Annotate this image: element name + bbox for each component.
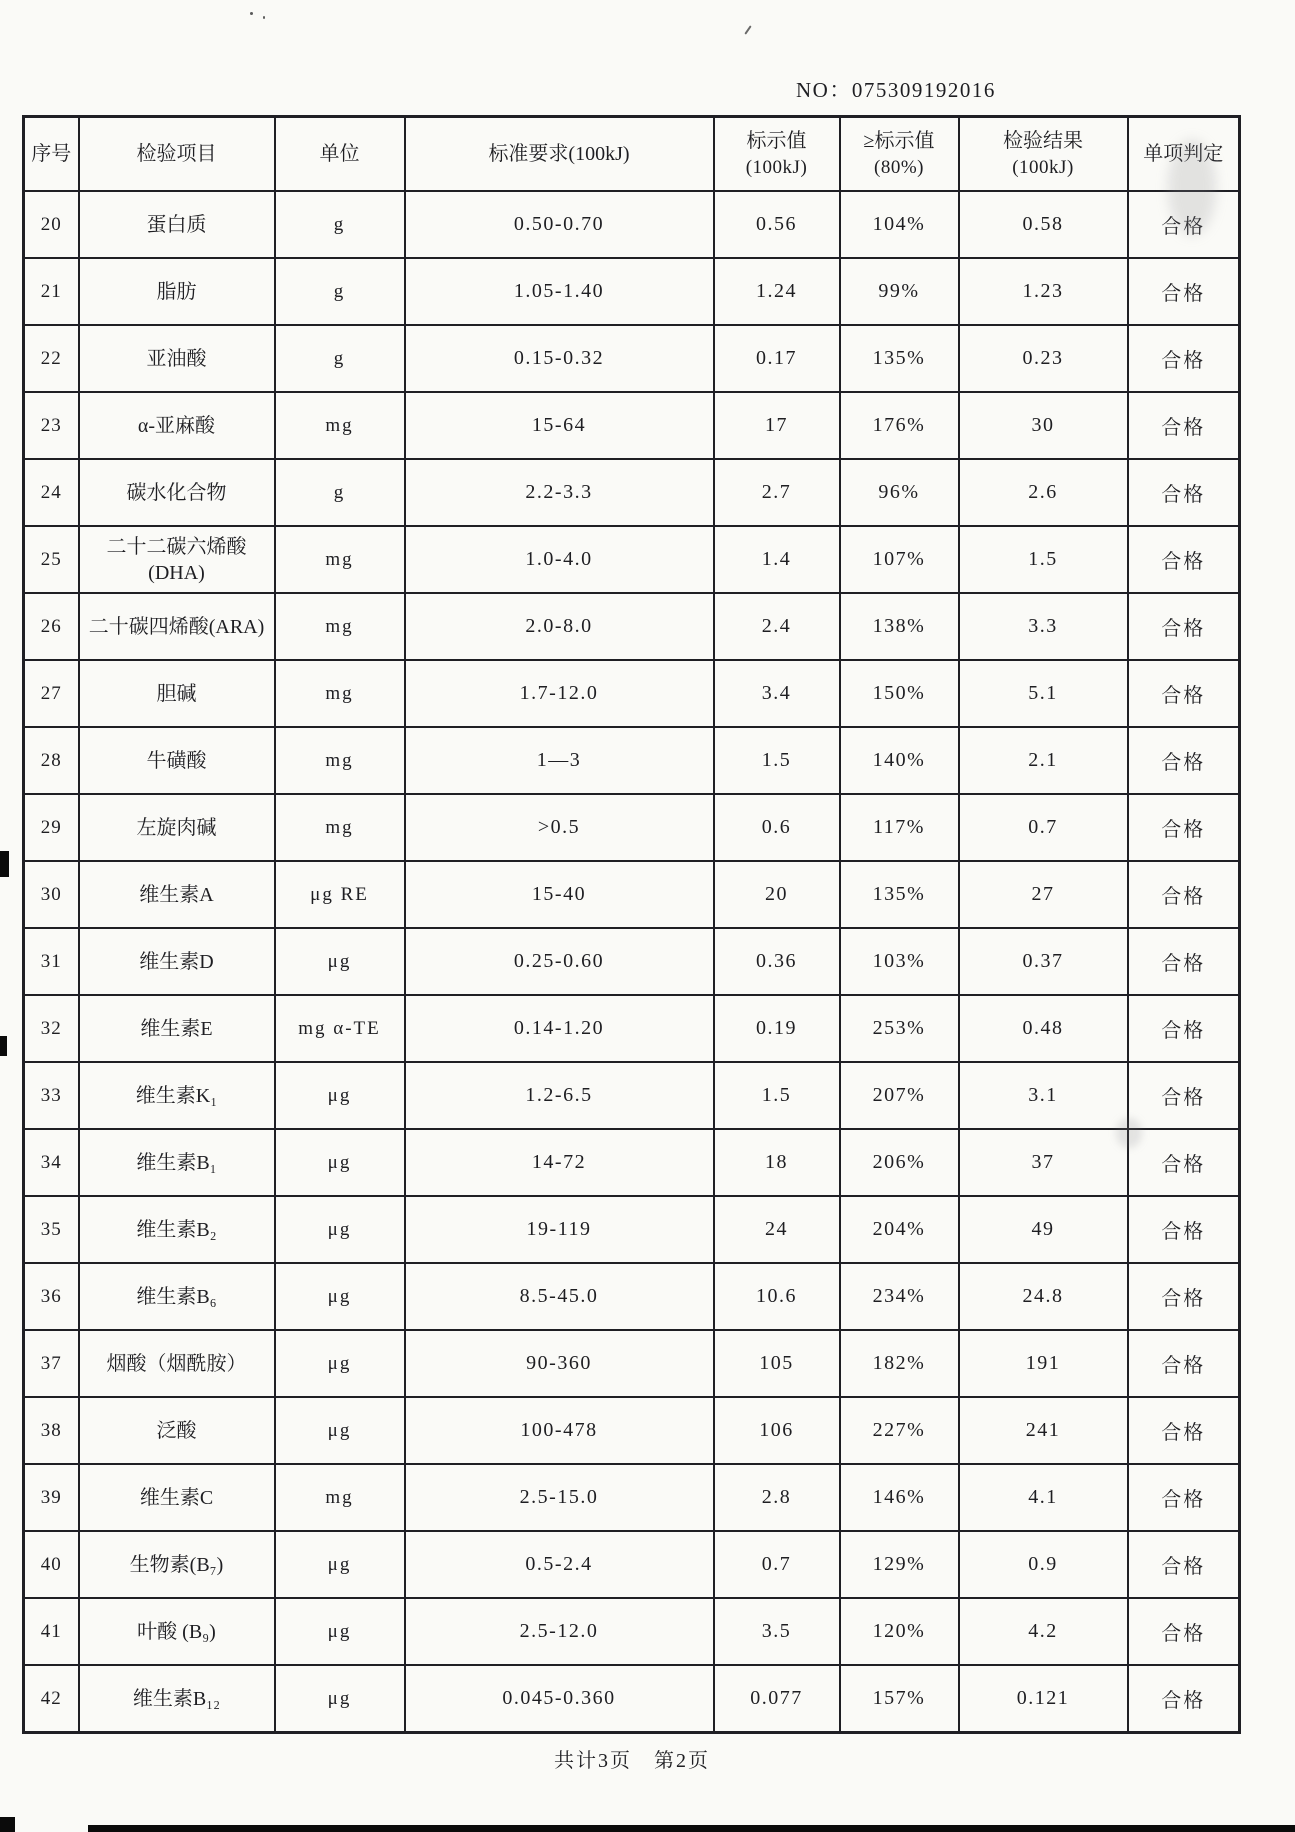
cell-ratio: 138% xyxy=(840,593,959,660)
cell-labeled-value: 0.36 xyxy=(714,928,840,995)
cell-standard-requirement: 2.2-3.3 xyxy=(405,459,714,526)
cell-judgment: 合格 xyxy=(1128,258,1240,325)
cell-test-item xyxy=(79,995,275,1062)
cell-labeled-value: 0.077 xyxy=(714,1665,840,1733)
cell-unit: mg α-TE xyxy=(275,995,405,1062)
cell-ratio: 146% xyxy=(840,1464,959,1531)
cell-standard-requirement: >0.5 xyxy=(405,794,714,861)
test-item-line1: 维生素C xyxy=(139,1486,214,1509)
header-label: 标示值 xyxy=(746,129,807,152)
cell-test-item xyxy=(79,526,275,593)
test-item-line1: 烟酸（烟酰胺） xyxy=(106,1352,247,1375)
cell-test-item xyxy=(79,593,275,660)
cell-ratio: 140% xyxy=(840,727,959,794)
cell-test-result: 241 xyxy=(959,1397,1128,1464)
cell-seq-no: 39 xyxy=(24,1464,79,1531)
cell-standard-requirement: 1—3 xyxy=(405,727,714,794)
table-row xyxy=(24,593,1240,660)
header-labeled-value xyxy=(714,117,840,192)
cell-judgment: 合格 xyxy=(1128,1196,1240,1263)
cell-seq-no: 34 xyxy=(24,1129,79,1196)
cell-test-item xyxy=(79,1531,275,1598)
cell-test-item xyxy=(79,928,275,995)
table-row xyxy=(24,1330,1240,1397)
cell-unit: μg xyxy=(275,1062,405,1129)
table-row xyxy=(24,1263,1240,1330)
cell-unit: μg RE xyxy=(275,861,405,928)
cell-labeled-value: 2.4 xyxy=(714,593,840,660)
cell-test-result: 1.5 xyxy=(959,526,1128,593)
cell-seq-no: 37 xyxy=(24,1330,79,1397)
cell-test-result: 0.58 xyxy=(959,191,1128,258)
scan-speck-2 xyxy=(263,16,265,19)
cell-unit: mg xyxy=(275,392,405,459)
scan-smudge-mid xyxy=(1116,1118,1142,1148)
cell-unit: μg xyxy=(275,928,405,995)
cell-labeled-value: 1.5 xyxy=(714,727,840,794)
cell-test-result: 0.9 xyxy=(959,1531,1128,1598)
cell-labeled-value: 1.24 xyxy=(714,258,840,325)
cell-seq-no: 25 xyxy=(24,526,79,593)
cell-test-result: 2.1 xyxy=(959,727,1128,794)
scan-artifact-bottom-bar xyxy=(88,1825,1295,1832)
cell-unit: mg xyxy=(275,1464,405,1531)
cell-labeled-value: 10.6 xyxy=(714,1263,840,1330)
cell-ratio: 227% xyxy=(840,1397,959,1464)
table-row xyxy=(24,1464,1240,1531)
cell-ratio: 206% xyxy=(840,1129,959,1196)
cell-test-result: 4.2 xyxy=(959,1598,1128,1665)
table-row xyxy=(24,1665,1240,1733)
cell-seq-no: 30 xyxy=(24,861,79,928)
table-row xyxy=(24,1397,1240,1464)
cell-seq-no: 36 xyxy=(24,1263,79,1330)
cell-test-result: 0.7 xyxy=(959,794,1128,861)
table-row xyxy=(24,727,1240,794)
cell-seq-no: 24 xyxy=(24,459,79,526)
cell-labeled-value: 3.5 xyxy=(714,1598,840,1665)
cell-unit: mg xyxy=(275,794,405,861)
cell-standard-requirement: 1.05-1.40 xyxy=(405,258,714,325)
cell-seq-no: 42 xyxy=(24,1665,79,1733)
cell-standard-requirement: 100-478 xyxy=(405,1397,714,1464)
cell-labeled-value: 17 xyxy=(714,392,840,459)
cell-ratio: 150% xyxy=(840,660,959,727)
cell-ratio: 120% xyxy=(840,1598,959,1665)
table-row xyxy=(24,1129,1240,1196)
cell-ratio: 103% xyxy=(840,928,959,995)
cell-unit: μg xyxy=(275,1330,405,1397)
cell-labeled-value: 0.56 xyxy=(714,191,840,258)
table-body xyxy=(24,191,1240,1733)
test-item-line1: 胆碱 xyxy=(156,682,197,705)
test-item-line1: 亚油酸 xyxy=(146,347,207,370)
cell-ratio: 204% xyxy=(840,1196,959,1263)
header-row xyxy=(24,117,1240,192)
cell-test-item xyxy=(79,1062,275,1129)
table-row xyxy=(24,1062,1240,1129)
header-sublabel: (80%) xyxy=(874,156,924,178)
cell-labeled-value: 0.17 xyxy=(714,325,840,392)
cell-seq-no: 31 xyxy=(24,928,79,995)
cell-labeled-value: 105 xyxy=(714,1330,840,1397)
test-item-line1: 生物素(B₇) xyxy=(129,1553,224,1576)
header-label: 序号 xyxy=(31,142,72,165)
test-item-line1: 左旋肉碱 xyxy=(136,816,217,839)
test-item-line2: (DHA) xyxy=(148,561,205,584)
cell-standard-requirement: 2.5-15.0 xyxy=(405,1464,714,1531)
cell-judgment: 合格 xyxy=(1128,1464,1240,1531)
cell-labeled-value: 0.19 xyxy=(714,995,840,1062)
table-row xyxy=(24,861,1240,928)
header-seq-no xyxy=(24,117,79,192)
cell-ratio: 135% xyxy=(840,325,959,392)
cell-labeled-value: 1.5 xyxy=(714,1062,840,1129)
cell-labeled-value: 2.7 xyxy=(714,459,840,526)
cell-ratio: 157% xyxy=(840,1665,959,1733)
cell-judgment: 合格 xyxy=(1128,392,1240,459)
cell-judgment: 合格 xyxy=(1128,325,1240,392)
cell-judgment: 合格 xyxy=(1128,1665,1240,1733)
cell-standard-requirement: 0.15-0.32 xyxy=(405,325,714,392)
cell-seq-no: 26 xyxy=(24,593,79,660)
cell-unit: g xyxy=(275,191,405,258)
cell-unit: μg xyxy=(275,1531,405,1598)
cell-seq-no: 33 xyxy=(24,1062,79,1129)
cell-judgment: 合格 xyxy=(1128,660,1240,727)
cell-seq-no: 21 xyxy=(24,258,79,325)
cell-unit: g xyxy=(275,325,405,392)
cell-test-item xyxy=(79,1129,275,1196)
table-row xyxy=(24,995,1240,1062)
table-row xyxy=(24,526,1240,593)
cell-test-result: 191 xyxy=(959,1330,1128,1397)
scan-speck-3 xyxy=(744,25,751,34)
test-item-line1: 维生素B₆ xyxy=(136,1285,217,1308)
cell-standard-requirement: 0.25-0.60 xyxy=(405,928,714,995)
cell-test-result: 0.121 xyxy=(959,1665,1128,1733)
header-label: 检验结果 xyxy=(1003,129,1083,152)
cell-seq-no: 35 xyxy=(24,1196,79,1263)
cell-judgment: 合格 xyxy=(1128,526,1240,593)
test-item-line1: 维生素D xyxy=(139,950,214,973)
scan-smudge-header xyxy=(1168,140,1216,235)
cell-labeled-value: 3.4 xyxy=(714,660,840,727)
cell-unit: mg xyxy=(275,660,405,727)
cell-ratio: 129% xyxy=(840,1531,959,1598)
cell-seq-no: 41 xyxy=(24,1598,79,1665)
cell-seq-no: 23 xyxy=(24,392,79,459)
cell-judgment: 合格 xyxy=(1128,1062,1240,1129)
header-test-item xyxy=(79,117,275,192)
cell-standard-requirement: 14-72 xyxy=(405,1129,714,1196)
cell-seq-no: 28 xyxy=(24,727,79,794)
cell-test-result: 2.6 xyxy=(959,459,1128,526)
cell-test-result: 30 xyxy=(959,392,1128,459)
test-item-line1: 泛酸 xyxy=(156,1419,197,1442)
cell-test-item xyxy=(79,1464,275,1531)
cell-test-result: 37 xyxy=(959,1129,1128,1196)
table-header xyxy=(24,117,1240,192)
cell-unit: μg xyxy=(275,1598,405,1665)
test-item-line1: 维生素A xyxy=(139,883,214,906)
cell-test-item xyxy=(79,727,275,794)
header-sublabel: (100kJ) xyxy=(745,156,808,178)
cell-standard-requirement: 0.14-1.20 xyxy=(405,995,714,1062)
cell-unit: mg xyxy=(275,593,405,660)
cell-unit: mg xyxy=(275,526,405,593)
cell-ratio: 182% xyxy=(840,1330,959,1397)
test-item-line1: 叶酸 (B₉) xyxy=(137,1620,216,1643)
cell-ratio: 96% xyxy=(840,459,959,526)
test-item-line1: 碳水化合物 xyxy=(126,481,227,504)
table-row xyxy=(24,191,1240,258)
cell-ratio: 253% xyxy=(840,995,959,1062)
cell-labeled-value: 1.4 xyxy=(714,526,840,593)
cell-test-item xyxy=(79,459,275,526)
cell-test-result: 3.3 xyxy=(959,593,1128,660)
cell-seq-no: 40 xyxy=(24,1531,79,1598)
page-footer: 共计3页 第2页 xyxy=(554,1750,710,1772)
cell-test-result: 0.23 xyxy=(959,325,1128,392)
cell-unit: μg xyxy=(275,1196,405,1263)
table-row xyxy=(24,1598,1240,1665)
cell-unit: mg xyxy=(275,727,405,794)
header-unit xyxy=(275,117,405,192)
cell-labeled-value: 2.8 xyxy=(714,1464,840,1531)
cell-judgment: 合格 xyxy=(1128,928,1240,995)
cell-standard-requirement: 1.2-6.5 xyxy=(405,1062,714,1129)
cell-ratio: 176% xyxy=(840,392,959,459)
table-row xyxy=(24,392,1240,459)
header-label: 标准要求(100kJ) xyxy=(488,142,630,165)
cell-ratio: 135% xyxy=(840,861,959,928)
test-item-line1: α-亚麻酸 xyxy=(137,414,216,437)
cell-ratio: 234% xyxy=(840,1263,959,1330)
cell-test-result: 3.1 xyxy=(959,1062,1128,1129)
cell-labeled-value: 106 xyxy=(714,1397,840,1464)
test-item-line1: 牛磺酸 xyxy=(146,749,207,772)
cell-unit: μg xyxy=(275,1263,405,1330)
cell-test-result: 4.1 xyxy=(959,1464,1128,1531)
cell-test-item xyxy=(79,258,275,325)
cell-test-item xyxy=(79,861,275,928)
test-item-line1: 脂肪 xyxy=(156,280,197,303)
test-item-line1: 维生素B₁ xyxy=(136,1151,217,1174)
cell-ratio: 117% xyxy=(840,794,959,861)
table-row xyxy=(24,1196,1240,1263)
cell-test-result: 27 xyxy=(959,861,1128,928)
cell-judgment: 合格 xyxy=(1128,1531,1240,1598)
cell-judgment: 合格 xyxy=(1128,191,1240,258)
cell-standard-requirement: 1.7-12.0 xyxy=(405,660,714,727)
cell-test-result: 49 xyxy=(959,1196,1128,1263)
scan-artifact-left-edge-1 xyxy=(0,851,9,877)
cell-unit: g xyxy=(275,258,405,325)
cell-ratio: 107% xyxy=(840,526,959,593)
cell-unit: μg xyxy=(275,1665,405,1733)
cell-labeled-value: 0.7 xyxy=(714,1531,840,1598)
cell-standard-requirement: 0.045-0.360 xyxy=(405,1665,714,1733)
header-ratio-of-labeled xyxy=(840,117,959,192)
cell-judgment: 合格 xyxy=(1128,593,1240,660)
test-item-line1: 蛋白质 xyxy=(146,213,207,236)
header-label: ≥标示值 xyxy=(863,129,935,152)
cell-test-result: 5.1 xyxy=(959,660,1128,727)
cell-standard-requirement: 19-119 xyxy=(405,1196,714,1263)
cell-test-item xyxy=(79,191,275,258)
cell-judgment: 合格 xyxy=(1128,1263,1240,1330)
cell-standard-requirement: 15-64 xyxy=(405,392,714,459)
cell-seq-no: 20 xyxy=(24,191,79,258)
cell-judgment: 合格 xyxy=(1128,1397,1240,1464)
cell-unit: μg xyxy=(275,1397,405,1464)
table-row xyxy=(24,1531,1240,1598)
cell-unit: g xyxy=(275,459,405,526)
table-row xyxy=(24,459,1240,526)
cell-judgment: 合格 xyxy=(1128,794,1240,861)
cell-test-result: 1.23 xyxy=(959,258,1128,325)
cell-seq-no: 27 xyxy=(24,660,79,727)
cell-judgment: 合格 xyxy=(1128,995,1240,1062)
cell-judgment: 合格 xyxy=(1128,1598,1240,1665)
header-label: 检验项目 xyxy=(136,142,217,165)
test-item-line1: 维生素E xyxy=(140,1017,213,1040)
cell-judgment: 合格 xyxy=(1128,861,1240,928)
cell-test-item xyxy=(79,1196,275,1263)
cell-standard-requirement: 0.5-2.4 xyxy=(405,1531,714,1598)
cell-seq-no: 38 xyxy=(24,1397,79,1464)
cell-standard-requirement: 2.0-8.0 xyxy=(405,593,714,660)
report-number: NO：075309192016 xyxy=(796,78,996,102)
cell-standard-requirement: 8.5-45.0 xyxy=(405,1263,714,1330)
test-item-line1: 二十碳四烯酸(ARA) xyxy=(88,615,265,638)
cell-test-item xyxy=(79,1263,275,1330)
test-item-line1: 维生素B₁₂ xyxy=(132,1687,221,1710)
cell-test-item xyxy=(79,392,275,459)
header-standard-requirement xyxy=(405,117,714,192)
scan-speck-1 xyxy=(250,12,253,15)
cell-labeled-value: 18 xyxy=(714,1129,840,1196)
cell-test-result: 24.8 xyxy=(959,1263,1128,1330)
cell-standard-requirement: 90-360 xyxy=(405,1330,714,1397)
cell-seq-no: 32 xyxy=(24,995,79,1062)
cell-ratio: 104% xyxy=(840,191,959,258)
cell-judgment: 合格 xyxy=(1128,1330,1240,1397)
cell-unit: μg xyxy=(275,1129,405,1196)
cell-seq-no: 29 xyxy=(24,794,79,861)
test-item-line1: 维生素B₂ xyxy=(136,1218,217,1241)
inspection-results-table xyxy=(22,115,1241,1734)
cell-test-item xyxy=(79,794,275,861)
header-sublabel: (100kJ) xyxy=(1012,156,1074,178)
scan-artifact-left-edge-2 xyxy=(0,1036,7,1056)
cell-standard-requirement: 1.0-4.0 xyxy=(405,526,714,593)
cell-test-item xyxy=(79,1397,275,1464)
cell-standard-requirement: 15-40 xyxy=(405,861,714,928)
table-row xyxy=(24,928,1240,995)
cell-seq-no: 22 xyxy=(24,325,79,392)
table-row xyxy=(24,258,1240,325)
cell-judgment: 合格 xyxy=(1128,1129,1240,1196)
header-label: 单项判定 xyxy=(1143,142,1224,165)
test-item-line1: 维生素K₁ xyxy=(135,1084,218,1107)
cell-standard-requirement: 2.5-12.0 xyxy=(405,1598,714,1665)
cell-ratio: 99% xyxy=(840,258,959,325)
cell-labeled-value: 20 xyxy=(714,861,840,928)
cell-ratio: 207% xyxy=(840,1062,959,1129)
cell-test-item xyxy=(79,325,275,392)
table-row xyxy=(24,325,1240,392)
cell-judgment: 合格 xyxy=(1128,727,1240,794)
header-label: 单位 xyxy=(319,142,360,165)
cell-test-item xyxy=(79,1598,275,1665)
test-item-line1: 二十二碳六烯酸 xyxy=(106,535,247,558)
cell-test-item xyxy=(79,1330,275,1397)
cell-standard-requirement: 0.50-0.70 xyxy=(405,191,714,258)
cell-labeled-value: 0.6 xyxy=(714,794,840,861)
cell-judgment: 合格 xyxy=(1128,459,1240,526)
cell-test-result: 0.48 xyxy=(959,995,1128,1062)
table-row xyxy=(24,794,1240,861)
cell-test-result: 0.37 xyxy=(959,928,1128,995)
cell-test-item xyxy=(79,660,275,727)
cell-test-item xyxy=(79,1665,275,1733)
table-row xyxy=(24,660,1240,727)
header-test-result xyxy=(959,117,1128,192)
scan-artifact-bottom-left xyxy=(0,1817,15,1832)
cell-labeled-value: 24 xyxy=(714,1196,840,1263)
